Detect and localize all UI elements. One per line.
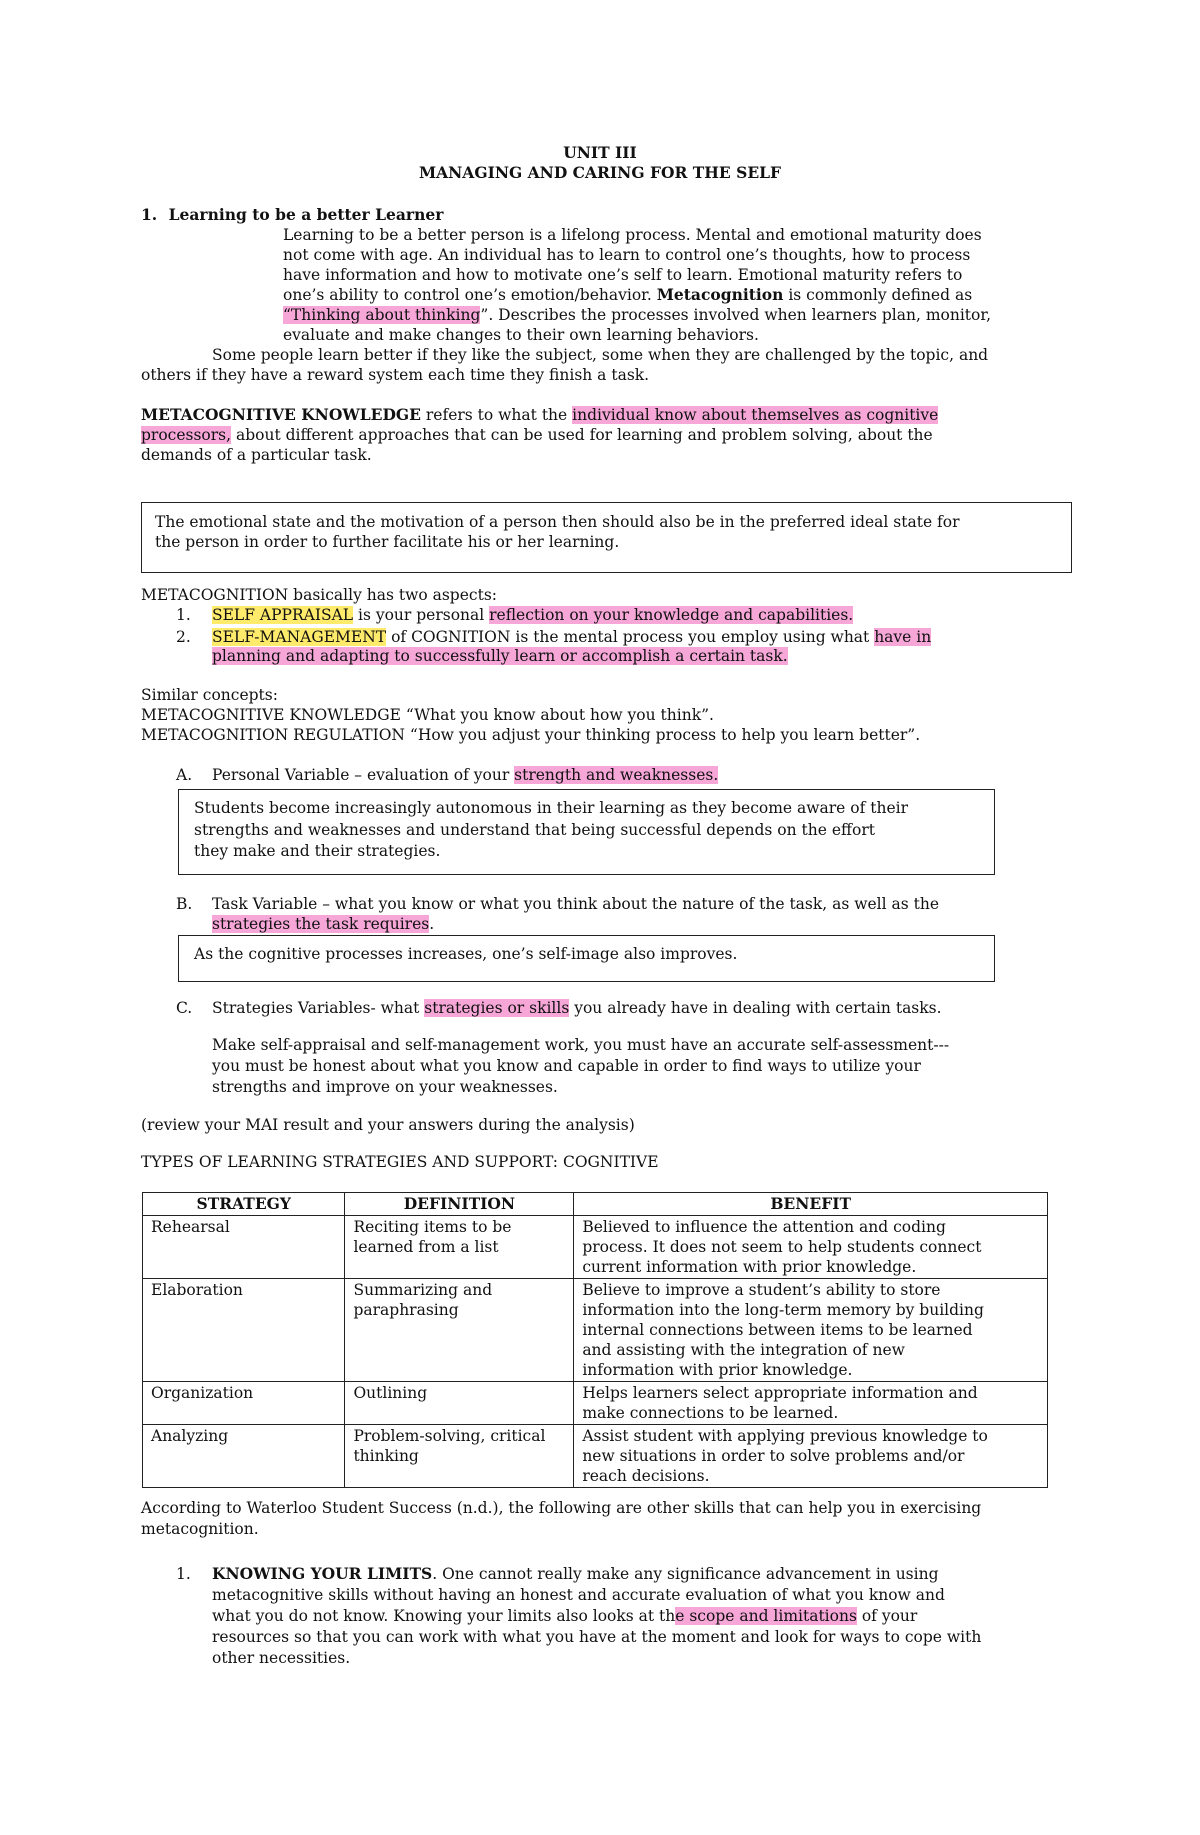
cell-line: internal connections between items to be learned bbox=[582, 1321, 973, 1339]
text-run: is your personal bbox=[353, 606, 490, 624]
text-run: Strategies Variables- what bbox=[212, 999, 425, 1017]
callout-line: As the cognitive processes increases, one’s self-image also improves. bbox=[194, 945, 738, 963]
cell-line: Believed to influence the attention and coding bbox=[582, 1218, 946, 1236]
variable-item bbox=[176, 765, 719, 785]
term-knowing-your-limits: KNOWING YOUR LIMITS bbox=[212, 1564, 433, 1583]
paragraph-line: According to Waterloo Student Success (n.d.), the following are other skills that can help you in exercising bbox=[141, 1499, 982, 1517]
text-run: one’s ability to control one’s emotion/behavior. bbox=[283, 286, 657, 304]
paragraph-line: not come with age. An individual has to learn to control one’s thoughts, how to process bbox=[283, 246, 971, 264]
strategy-cell: Analyzing bbox=[143, 1425, 345, 1488]
section-number: 1. bbox=[141, 205, 158, 224]
paragraph-line bbox=[283, 285, 972, 305]
cell-line: paraphrasing bbox=[353, 1301, 459, 1319]
highlight: e scope and limitations bbox=[675, 1607, 857, 1625]
list-item-text bbox=[212, 605, 853, 625]
paragraph-line: (review your MAI result and your answers during the analysis) bbox=[141, 1116, 635, 1134]
term-metacognitive-knowledge: METACOGNITIVE KNOWLEDGE bbox=[141, 405, 421, 424]
cell-line: and assisting with the integration of new bbox=[582, 1341, 905, 1359]
callout-line: they make and their strategies. bbox=[194, 842, 441, 860]
highlight-yellow: SELF-MANAGEMENT bbox=[212, 628, 387, 646]
variable-item bbox=[176, 894, 940, 914]
highlight: strategies the task requires bbox=[212, 915, 430, 933]
variable-continuation bbox=[212, 914, 434, 934]
paragraph-line: strengths and improve on your weaknesses. bbox=[212, 1078, 558, 1096]
highlight: reflection on your knowledge and capabilities. bbox=[489, 606, 854, 624]
cell-line: Reciting items to be bbox=[353, 1218, 512, 1236]
table-header-row bbox=[143, 1193, 1048, 1216]
list-number: 1. bbox=[176, 1565, 191, 1583]
list-number: 2. bbox=[176, 628, 191, 646]
cell-line: process. It does not seem to help students connect bbox=[582, 1238, 982, 1256]
benefit-cell bbox=[574, 1425, 1048, 1488]
callout-line: strengths and weaknesses and understand that being successful depends on the effort bbox=[194, 821, 875, 839]
callout-line: The emotional state and the motivation of a person then should also be in the preferred ideal state for bbox=[155, 513, 960, 531]
paragraph-line: metacognition. bbox=[141, 1520, 259, 1538]
paragraph-line bbox=[283, 305, 991, 325]
list-item-text bbox=[212, 627, 931, 647]
benefit-cell bbox=[574, 1279, 1048, 1382]
callout-line: Students become increasingly autonomous in their learning as they become aware of their bbox=[194, 799, 909, 817]
document-title: MANAGING AND CARING FOR THE SELF bbox=[418, 163, 782, 182]
paragraph-line bbox=[141, 425, 933, 445]
cell-line: new situations in order to solve problems and/or bbox=[582, 1447, 965, 1465]
cell-line: Outlining bbox=[353, 1384, 428, 1402]
section-heading bbox=[141, 205, 443, 225]
highlight: strategies or skills bbox=[424, 999, 570, 1017]
benefit-cell bbox=[574, 1216, 1048, 1279]
paragraph-line: have information and how to motivate one’s self to learn. Emotional maturity refers to bbox=[283, 266, 963, 284]
definition-cell bbox=[345, 1279, 574, 1382]
table-row bbox=[143, 1382, 1048, 1425]
paragraph-line: you must be honest about what you know and capable in order to find ways to utilize your bbox=[212, 1057, 921, 1075]
column-header: BENEFIT bbox=[574, 1193, 1048, 1216]
paragraph-line bbox=[212, 1606, 917, 1626]
paragraph-line: Similar concepts: bbox=[141, 686, 278, 704]
list-item bbox=[176, 1564, 939, 1584]
benefit-cell bbox=[574, 1382, 1048, 1425]
strategy-cell: Elaboration bbox=[143, 1279, 345, 1382]
highlight: strength and weaknesses. bbox=[514, 766, 719, 784]
strategy-cell: Rehearsal bbox=[143, 1216, 345, 1279]
text-run: about different approaches that can be used for learning and problem solving, about the bbox=[231, 426, 933, 444]
paragraph-line: METACOGNITIVE KNOWLEDGE “What you know about how you think”. bbox=[141, 706, 714, 724]
definition-cell bbox=[345, 1382, 574, 1425]
highlight: have in bbox=[874, 628, 932, 646]
text-run: you already have in dealing with certain tasks. bbox=[569, 999, 942, 1017]
unit-heading: UNIT III bbox=[563, 143, 637, 162]
highlight-yellow: SELF APPRAISAL bbox=[212, 606, 354, 624]
strategies-table bbox=[142, 1192, 1048, 1488]
list-number: 1. bbox=[176, 606, 191, 624]
list-letter: B. bbox=[176, 895, 193, 913]
paragraph-line: resources so that you can work with what you have at the moment and look for ways to cope with bbox=[212, 1628, 982, 1646]
paragraph-line: Learning to be a better person is a lifelong process. Mental and emotional maturity does bbox=[283, 226, 982, 244]
paragraph-line: other necessities. bbox=[212, 1649, 351, 1667]
section-title: Learning to be a better Learner bbox=[168, 205, 444, 224]
cell-line: Helps learners select appropriate information and bbox=[582, 1384, 978, 1402]
table-row bbox=[143, 1425, 1048, 1488]
callout-line: the person in order to further facilitate his or her learning. bbox=[155, 533, 620, 551]
variable-item bbox=[176, 998, 942, 1018]
cell-line: reach decisions. bbox=[582, 1467, 710, 1485]
text-run: Personal Variable – evaluation of your bbox=[212, 766, 515, 784]
paragraph-line: evaluate and make changes to their own learning behaviors. bbox=[283, 326, 759, 344]
table-row bbox=[143, 1216, 1048, 1279]
definition-cell bbox=[345, 1216, 574, 1279]
cell-line: Believe to improve a student’s ability to store bbox=[582, 1281, 941, 1299]
cell-line: Assist student with applying previous knowledge to bbox=[582, 1427, 988, 1445]
highlight: individual know about themselves as cognitive bbox=[572, 406, 939, 424]
strategy-cell: Organization bbox=[143, 1382, 345, 1425]
cell-line: information with prior knowledge. bbox=[582, 1361, 853, 1379]
paragraph-line: Some people learn better if they like the subject, some when they are challenged by the topic, and bbox=[212, 346, 989, 364]
list-item-continuation bbox=[212, 646, 788, 666]
definition-cell bbox=[345, 1425, 574, 1488]
highlight: “Thinking about thinking bbox=[283, 306, 481, 324]
text-run: is commonly defined as bbox=[783, 286, 973, 304]
column-header: STRATEGY bbox=[143, 1193, 345, 1216]
cell-line: make connections to be learned. bbox=[582, 1404, 839, 1422]
cell-line: Summarizing and bbox=[353, 1281, 493, 1299]
column-header: DEFINITION bbox=[345, 1193, 574, 1216]
text-run: . One cannot really make any significance advancement in using bbox=[432, 1565, 939, 1583]
table-row bbox=[143, 1279, 1048, 1382]
text-run: . bbox=[429, 915, 435, 933]
list-item bbox=[176, 627, 932, 647]
variable-text bbox=[212, 998, 942, 1018]
variable-text: Task Variable – what you know or what you think about the nature of the task, as well as the bbox=[212, 895, 940, 913]
cell-line: thinking bbox=[353, 1447, 419, 1465]
list-item bbox=[176, 605, 854, 625]
cell-line: learned from a list bbox=[353, 1238, 499, 1256]
term-metacognition: Metacognition bbox=[656, 285, 784, 304]
paragraph-line: metacognitive skills without having an honest and accurate evaluation of what you know and bbox=[212, 1586, 945, 1604]
cell-line: Problem-solving, critical bbox=[353, 1427, 546, 1445]
cell-line: current information with prior knowledge. bbox=[582, 1258, 917, 1276]
paragraph-line: METACOGNITION basically has two aspects: bbox=[141, 586, 497, 604]
list-letter: A. bbox=[176, 766, 193, 784]
paragraph-line: Make self-appraisal and self-management work, you must have an accurate self-assessment--- bbox=[212, 1036, 950, 1054]
highlight: processors, bbox=[141, 426, 232, 444]
text-run: of COGNITION is the mental process you employ using what bbox=[386, 628, 875, 646]
text-run: refers to what the bbox=[420, 406, 573, 424]
variable-text bbox=[212, 765, 718, 785]
paragraph-line bbox=[141, 405, 938, 425]
text-run: what you do not know. Knowing your limits also looks at th bbox=[212, 1607, 676, 1625]
list-letter: C. bbox=[176, 999, 193, 1017]
text-run: of your bbox=[856, 1607, 918, 1625]
paragraph-line: demands of a particular task. bbox=[141, 446, 372, 464]
list-item-text bbox=[212, 1564, 939, 1584]
text-run: ”. Describes the processes involved when learners plan, monitor, bbox=[480, 306, 991, 324]
cell-line: information into the long-term memory by building bbox=[582, 1301, 984, 1319]
table-heading: TYPES OF LEARNING STRATEGIES AND SUPPORT: COGNITIVE bbox=[141, 1153, 659, 1171]
paragraph-line: METACOGNITION REGULATION “How you adjust your thinking process to help you learn better”. bbox=[141, 726, 921, 744]
highlight: planning and adapting to successfully learn or accomplish a certain task. bbox=[212, 647, 788, 665]
paragraph-line: others if they have a reward system each time they finish a task. bbox=[141, 366, 650, 384]
